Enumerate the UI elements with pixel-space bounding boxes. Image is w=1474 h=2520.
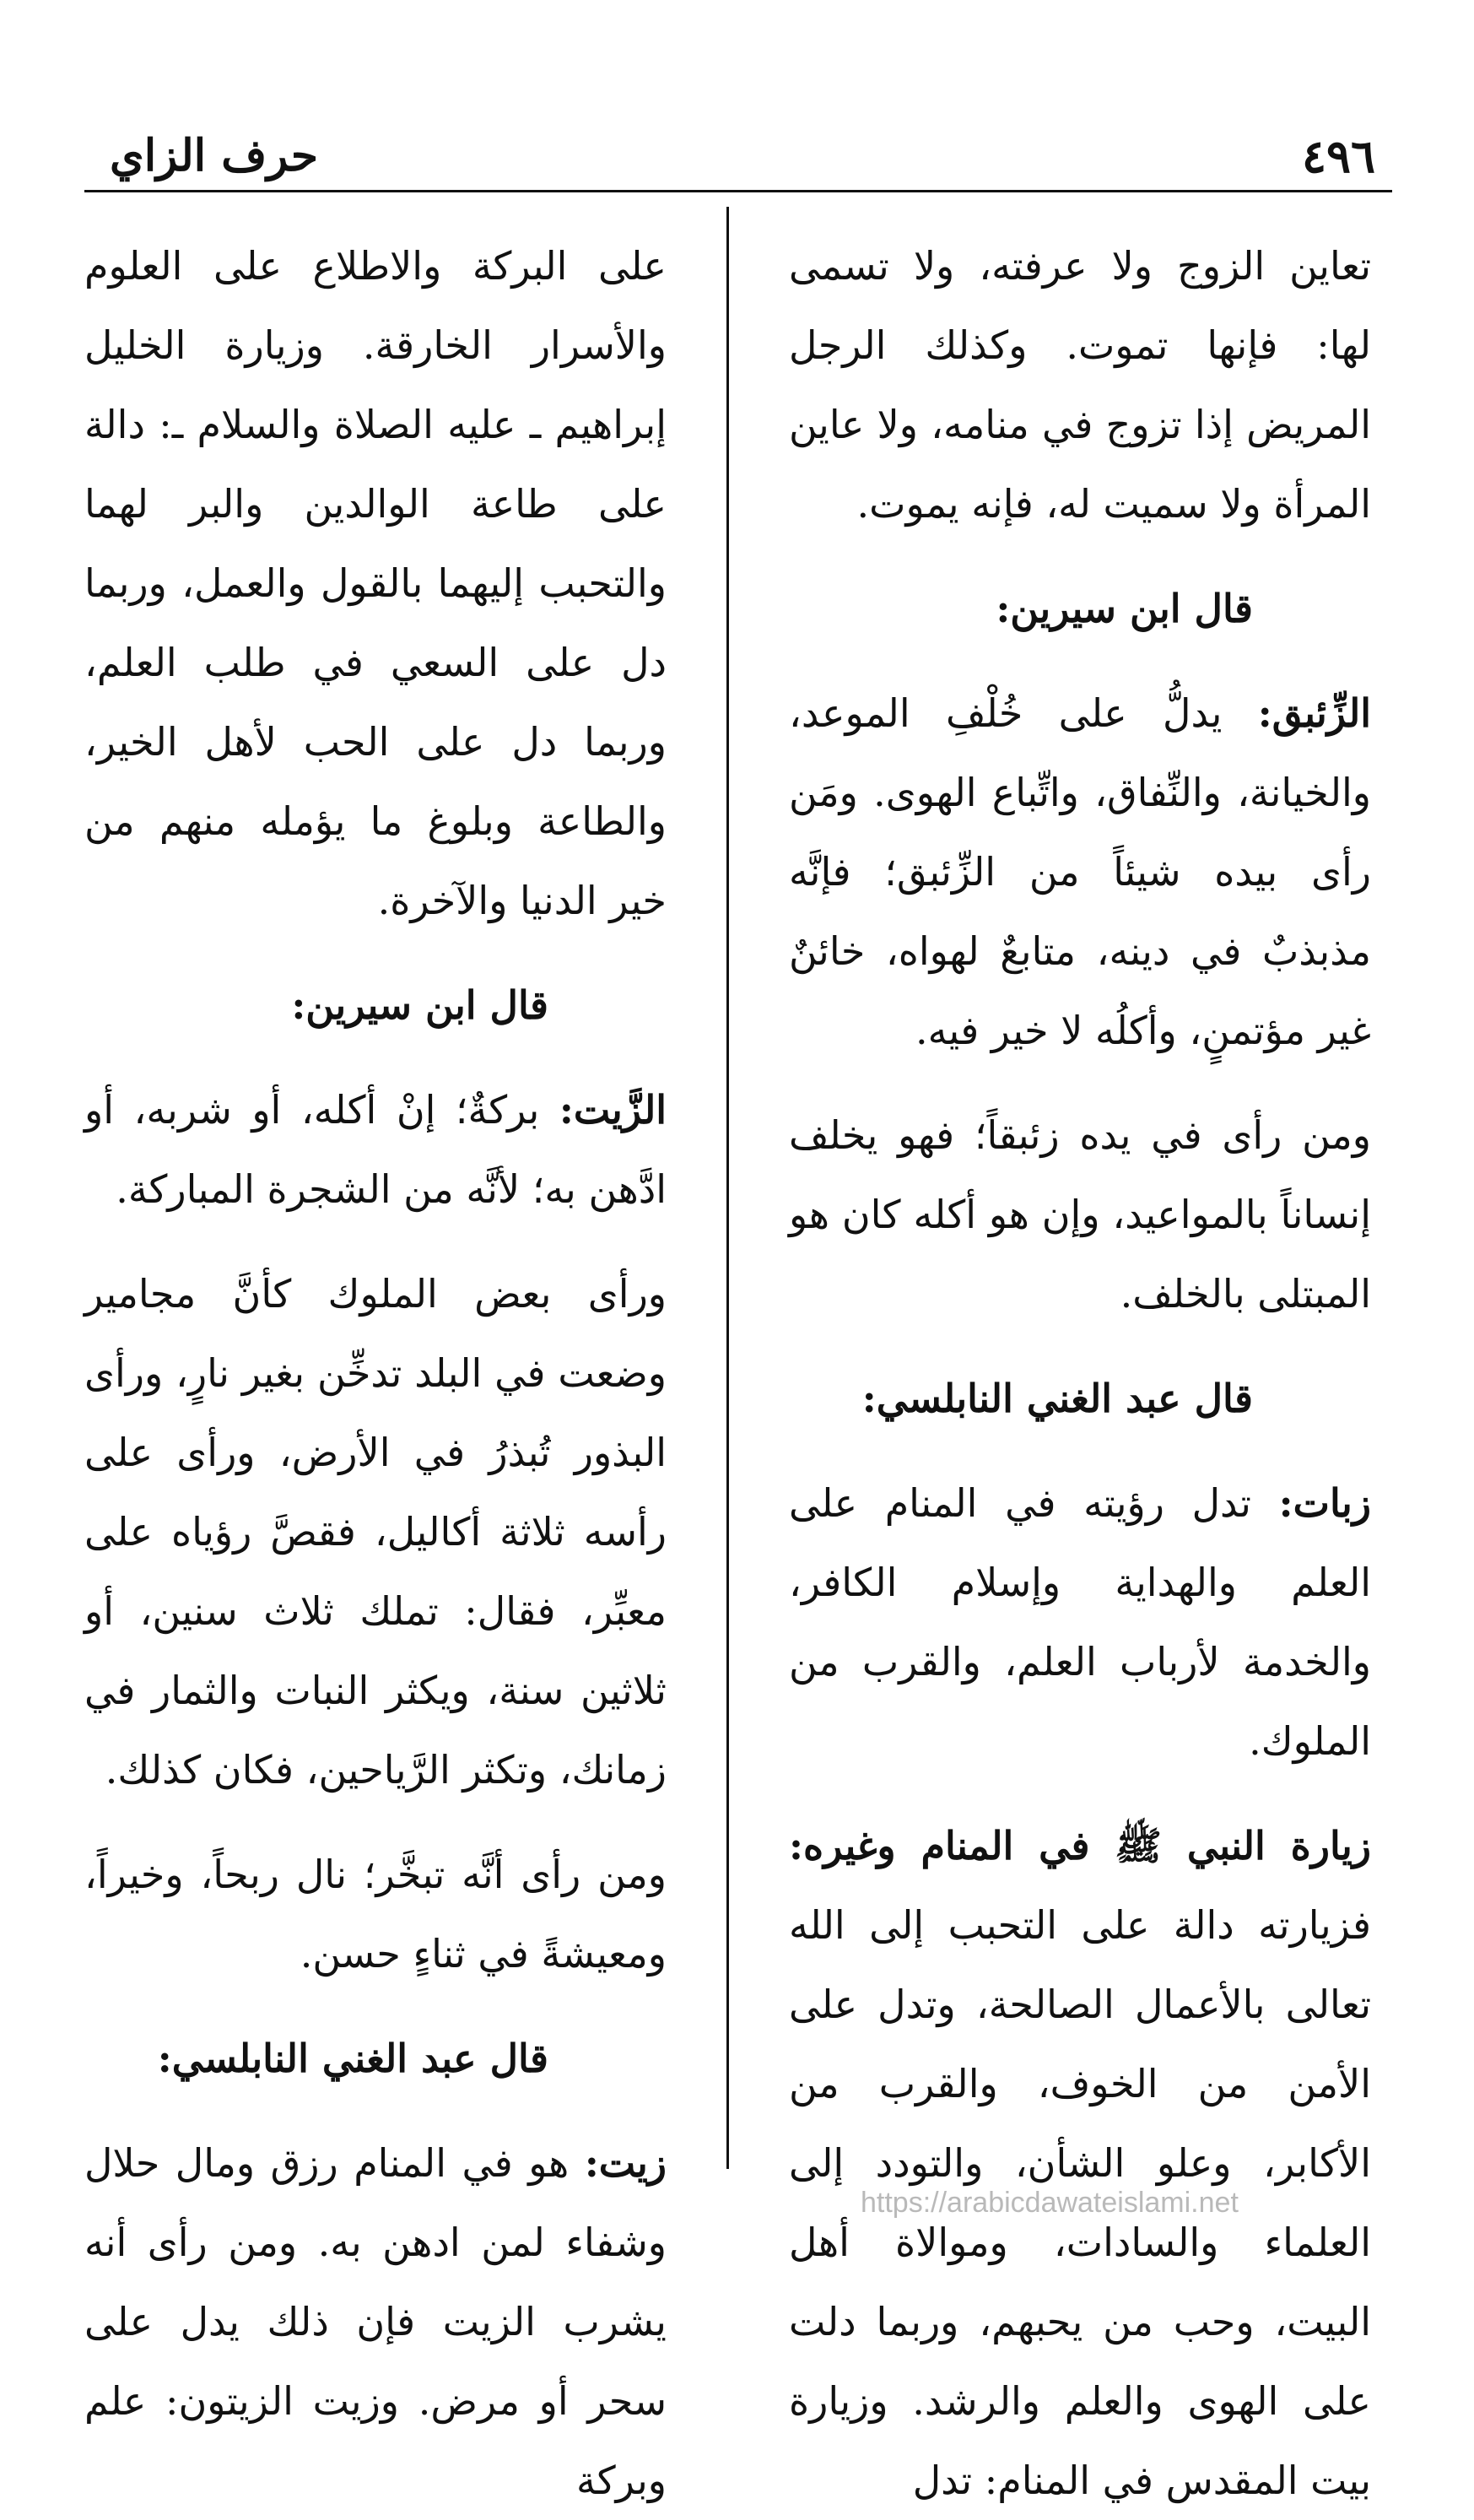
header-rule [84,190,1392,192]
entry-king-story [84,1254,667,1809]
entry-ziyara [789,1806,1371,2520]
entry-zibat [789,1463,1371,1781]
entry-term: زبات: [1278,1480,1371,1526]
entry-body: تدل رؤيته في المنام على العلم والهداية وإسلام الكافر، والخدمة لأرباب العلم، والقرب من الملوك. [789,1480,1371,1764]
heading-nabulsi-1: قال عبد الغني النابلسي: [861,1376,1253,1421]
entry-zaibaq [789,673,1371,1070]
left-column [84,226,667,2503]
entry-tabakhkhur [84,1835,667,1993]
entry-zayt [84,1070,667,1229]
entry-term: زيارة النبي ﷺ في المنام وغيره: [789,1823,1371,1868]
entry-term: الزِّئبق: [1257,690,1371,736]
heading-ibn-sirin-1: قال ابن سيرين: [996,586,1253,631]
intro-text: تعاين الزوج ولا عرفته، ولا تسمى لها: فإنها تموت. وكذلك الرجل المريض إذا تزوج في منامه، ولا عاين المرأة ولا سميت له، فإنه يموت. [789,243,1371,527]
intro-paragraph [789,226,1371,543]
chapter-title: حرف الزاي [110,130,318,181]
entry-body: فزيارته دالة على التحبب إلى الله تعالى بالأعمال الصالحة، وتدل على الأمن من الخوف، والقرب من الأكابر، وعلو الشأن، والتودد إلى العلماء والسادات، وموالاة أهل البيت، وحب من يحبهم، وربما دلت على الهوى والعلم والرشد. وزيارة بيت المقدس في المنام: تدل [789,1902,1371,2503]
entry-term: الزَّيت: [559,1087,667,1133]
column-divider [726,207,729,2169]
entry-zayt-2 [84,2123,667,2520]
page-header [84,127,1392,186]
page-number: ٤٩٦ [1301,129,1375,183]
continuation-paragraph [84,226,667,940]
watermark-url: https://arabicdawateislami.net [861,2187,1239,2219]
entry-zayt-2-text [84,2123,667,2520]
heading-ibn-sirin-2: قال ابن سيرين: [291,982,548,1028]
entry-body: يدلُّ على خُلْفِ الموعد، والخيانة، والنِّفاق، واتِّباع الهوى. ومَن رأى بيده شيئاً من الزِّئبق؛ فإنَّه مذبذبٌ في دينه، متابعٌ لهواه، خائنٌ غير مؤتمنٍ، وأكلُه لا خير فيه. [789,690,1371,1053]
continuation-text: على البركة والاطلاع على العلوم والأسرار الخارقة. وزيارة الخليل إبراهيم ـ عليه الصلاة والسلام ـ: دالة على طاعة الوالدين والبر لهما والتحبب إليهما بالقول والعمل، وربما دل على السعي في طلب العلم، وربما دل على الحب لأهل الخير، والطاعة وبلوغ ما يؤمله منهم من خير الدنيا والآخرة. [84,243,667,923]
entry-zayt-text [84,1070,667,1229]
entry-zaibaq-text [789,673,1371,1070]
entry-body: بركةٌ؛ إنْ أكله، أو شربه، أو ادَّهن به؛ لأنَّه من الشجرة المباركة. [84,1087,667,1212]
tabakhkhur-text: ومن رأى أنَّه تبخَّر؛ نال ربحاً، وخيراً، ومعيشةً في ثناءٍ حسن. [84,1852,667,1977]
entry-ziyara-text [789,1806,1371,2520]
entry-zaibaq-2 [789,1095,1371,1333]
entry-term: زيت: [584,2140,667,2186]
entry-body: هو في المنام رزق ومال حلال وشفاء لمن ادهن به. ومن رأى أنه يشرب الزيت فإن ذلك يدل على سحر أو مرض. وزيت الزيتون: علم وبركة [84,2140,667,2503]
entry-zaibaq-2-text: ومن رأى في يده زئبقاً؛ فهو يخلف إنساناً بالمواعيد، وإن هو أكله كان هو المبتلى بالخلف. [789,1112,1371,1317]
heading-nabulsi-2: قال عبد الغني النابلسي: [157,2036,548,2081]
king-story-text: ورأى بعض الملوك كأنَّ مجامير وضعت في البلد تدخِّن بغير نارٍ، ورأى البذور تُبذرُ في الأرض، ورأى على رأسه ثلاثة أكاليل، فقصَّ رؤياه على معبِّر، فقال: تملك ثلاث سنين، أو ثلاثين سنة، ويكثر النبات والثمار في زمانك، وتكثر الرَّياحين، فكان كذلك. [84,1271,667,1793]
entry-zibat-text [789,1463,1371,1781]
